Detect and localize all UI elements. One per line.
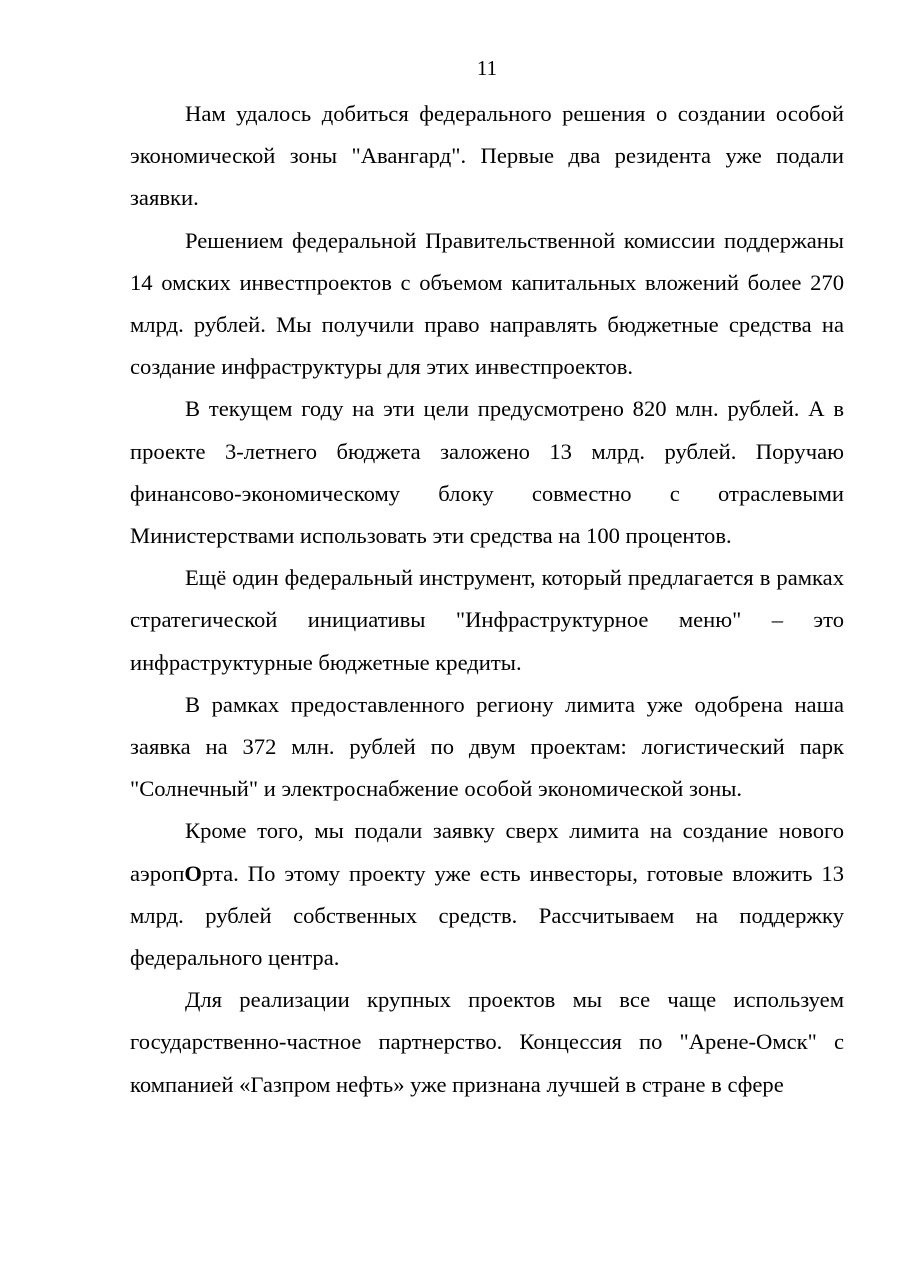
- paragraph-budget-allocation: В текущем году на эти цели предусмотрено 820 млн. рублей. А в проекте 3-летнего бюджета заложено 13 млрд. рублей. Поручаю финансово-экономическому блоку совместно с отраслевыми Министерствами использовать эти средства на 100 процентов.: [130, 396, 844, 549]
- paragraph-infrastructure-menu: Ещё один федеральный инструмент, который предлагается в рамках стратегической инициативы "Инфраструктурное меню" – это инфраструктурные бюджетные кредиты.: [130, 565, 844, 675]
- paragraph-airport-application: [130, 810, 844, 979]
- paragraph-public-private-partnership: Для реализации крупных проектов мы все чаще используем государственно-частное партнерство. Концессия по "Арене-Омск" с компанией «Газпром нефть» уже признана лучшей в стране в сфере: [130, 987, 844, 1097]
- paragraph-limit-application: В рамках предоставленного региону лимита уже одобрена наша заявка на 372 млн. рублей по двум проектам: логистический парк "Солнечный" и электроснабжение особой экономической зоны.: [130, 691, 844, 802]
- airport-text-before: Кроме того, мы подали заявку сверх лимита на создание нового аэроп: [130, 818, 844, 886]
- airport-bold-letter: О: [184, 860, 202, 886]
- airport-text-after: рта. По этому проекту уже есть инвесторы, готовые вложить 13 млрд. рублей собственных средств. Рассчитываем на поддержку федерального центра.: [130, 860, 844, 971]
- paragraph-government-commission: Решением федеральной Правительственной комиссии поддержаны 14 омских инвестпроектов с объемом капитальных вложений более 270 млрд. рублей. Мы получили право направлять бюджетные средства на создание инфраструктуры для этих инвестпроектов.: [130, 227, 844, 380]
- paragraph-special-economic-zone: Нам удалось добиться федерального решения о создании особой экономической зоны "Авангард". Первые два резидента уже подали заявки.: [130, 101, 844, 211]
- page-number: 11: [476, 56, 498, 80]
- document-body: [130, 93, 844, 1106]
